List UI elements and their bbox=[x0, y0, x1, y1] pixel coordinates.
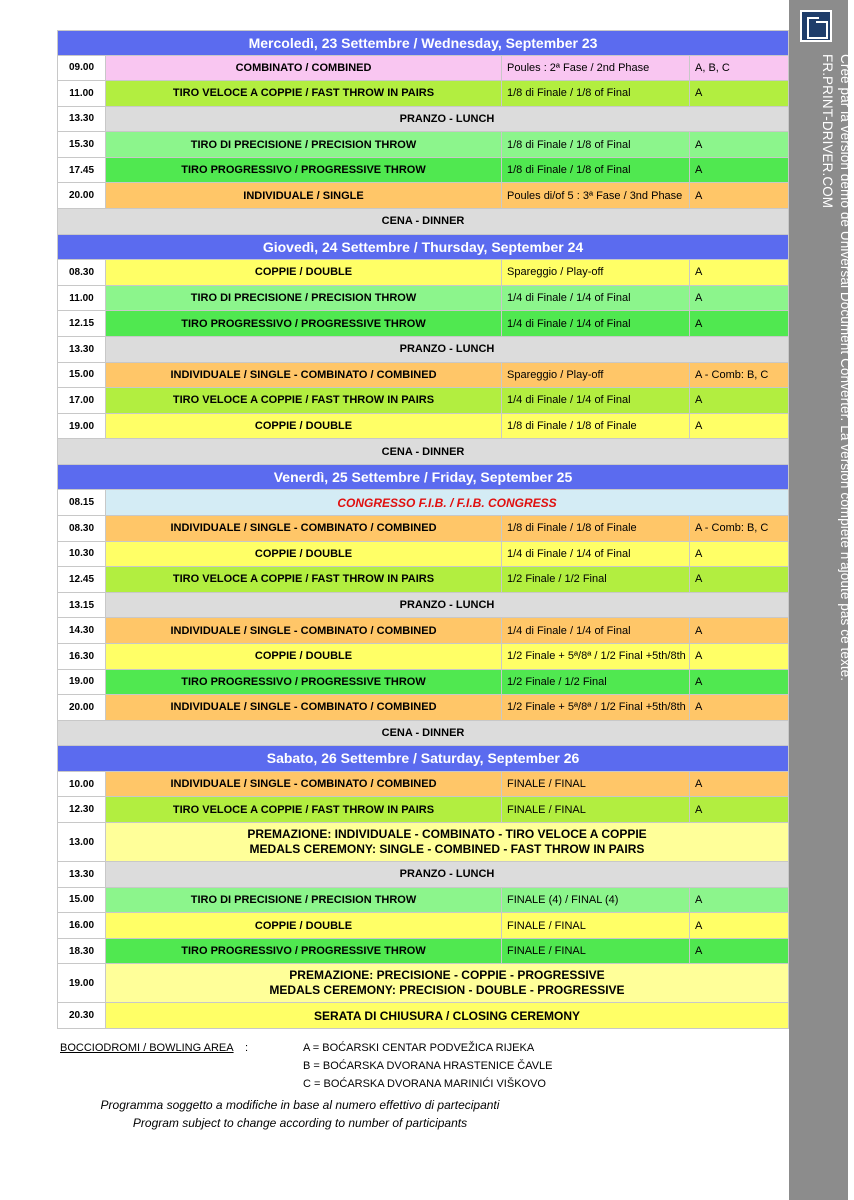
schedule-row-dinner bbox=[57, 209, 789, 235]
schedule-row-lunch bbox=[57, 862, 789, 888]
schedule-row-event bbox=[57, 913, 789, 939]
phase-cell: 1/2 Finale + 5ª/8ª / 1/2 Final +5th/8th bbox=[502, 695, 690, 720]
day-title: Giovedì, 24 Settembre / Thursday, September 24 bbox=[262, 238, 584, 255]
schedule-row-congress bbox=[57, 490, 789, 516]
event-cell: INDIVIDUALE / SINGLE - COMBINATO / COMBINED bbox=[106, 516, 502, 541]
area-cell: A, B, C bbox=[690, 56, 788, 81]
time-cell: 08.30 bbox=[58, 260, 106, 285]
lunch-label: PRANZO - LUNCH bbox=[106, 337, 788, 362]
day-header bbox=[57, 235, 789, 261]
area-cell: A - Comb: B, C bbox=[690, 516, 788, 541]
time-cell: 13.30 bbox=[58, 107, 106, 132]
phase-cell: 1/8 di Finale / 1/8 of Final bbox=[502, 158, 690, 183]
event-cell: COPPIE / DOUBLE bbox=[106, 644, 502, 669]
time-cell: 15.00 bbox=[58, 888, 106, 913]
note-english: Program subject to change according to number of participants bbox=[132, 1116, 468, 1130]
time-cell: 09.00 bbox=[58, 56, 106, 81]
time-cell: 12.15 bbox=[58, 311, 106, 336]
time-cell: 11.00 bbox=[58, 286, 106, 311]
area-cell: A bbox=[690, 81, 788, 106]
day-title: Mercoledì, 23 Settembre / Wednesday, September 23 bbox=[248, 35, 598, 51]
phase-cell: 1/4 di Finale / 1/4 of Final bbox=[502, 618, 690, 643]
phase-cell: 1/8 di Finale / 1/8 of Finale bbox=[502, 516, 690, 541]
phase-cell: 1/2 Finale / 1/2 Final bbox=[502, 567, 690, 592]
legend-item-a: A = BOĆARSKI CENTAR PODVEŽICA RIJEKA bbox=[303, 1042, 535, 1054]
event-cell: TIRO VELOCE A COPPIE / FAST THROW IN PAIRS bbox=[106, 388, 502, 413]
phase-cell: FINALE / FINAL bbox=[502, 913, 690, 938]
time-cell: 13.00 bbox=[58, 823, 106, 861]
time-cell: 17.45 bbox=[58, 158, 106, 183]
schedule-row-dinner bbox=[57, 721, 789, 747]
event-cell: TIRO PROGRESSIVO / PROGRESSIVE THROW bbox=[106, 939, 502, 964]
area-cell: A bbox=[690, 286, 788, 311]
event-cell: COMBINATO / COMBINED bbox=[106, 56, 502, 81]
legend-item-c: C = BOĆARSKA DVORANA MARINIĆI VIŠKOVO bbox=[303, 1078, 546, 1090]
legend-item-b: B = BOĆARSKA DVORANA HRASTENICE ČAVLE bbox=[303, 1060, 553, 1072]
time-cell: 16.30 bbox=[58, 644, 106, 669]
event-cell: COPPIE / DOUBLE bbox=[106, 913, 502, 938]
area-cell: A bbox=[690, 913, 788, 938]
phase-cell: 1/4 di Finale / 1/4 of Final bbox=[502, 542, 690, 567]
event-cell: INDIVIDUALE / SINGLE - COMBINATO / COMBINED bbox=[106, 363, 502, 388]
schedule-row-event bbox=[57, 158, 789, 184]
schedule-row-event bbox=[57, 542, 789, 568]
time-cell: 19.00 bbox=[58, 964, 106, 1002]
time-cell: 13.30 bbox=[58, 337, 106, 362]
closing-label: SERATA DI CHIUSURA / CLOSING CEREMONY bbox=[106, 1003, 788, 1028]
converter-logo-icon bbox=[800, 10, 832, 42]
schedule-row-event bbox=[57, 618, 789, 644]
event-cell: TIRO VELOCE A COPPIE / FAST THROW IN PAIRS bbox=[106, 567, 502, 592]
event-cell: TIRO PROGRESSIVO / PROGRESSIVE THROW bbox=[106, 311, 502, 336]
area-cell: A bbox=[690, 183, 788, 208]
time-cell: 14.30 bbox=[58, 618, 106, 643]
time-cell: 16.00 bbox=[58, 913, 106, 938]
time-cell: 19.00 bbox=[58, 670, 106, 695]
schedule-row-lunch bbox=[57, 107, 789, 133]
schedule-row-event bbox=[57, 81, 789, 107]
time-cell: 12.30 bbox=[58, 797, 106, 822]
time-cell: 19.00 bbox=[58, 414, 106, 439]
lunch-label: PRANZO - LUNCH bbox=[106, 593, 788, 618]
event-cell: TIRO DI PRECISIONE / PRECISION THROW bbox=[106, 132, 502, 157]
area-cell: A bbox=[690, 567, 788, 592]
phase-cell: Poules di/of 5 : 3ª Fase / 3nd Phase bbox=[502, 183, 690, 208]
watermark-line-1: Créé par la version démo de Universal Document Converter. La version complète n'ajoute pas ce texte. bbox=[838, 54, 853, 682]
day-header bbox=[57, 746, 789, 772]
dinner-label: CENA - DINNER bbox=[58, 209, 788, 234]
area-cell: A bbox=[690, 618, 788, 643]
event-cell: INDIVIDUALE / SINGLE - COMBINATO / COMBINED bbox=[106, 618, 502, 643]
schedule-row-event bbox=[57, 644, 789, 670]
event-cell: TIRO DI PRECISIONE / PRECISION THROW bbox=[106, 888, 502, 913]
phase-cell: Spareggio / Play-off bbox=[502, 260, 690, 285]
schedule-row-event bbox=[57, 414, 789, 440]
schedule-row-event bbox=[57, 260, 789, 286]
lunch-label: PRANZO - LUNCH bbox=[106, 107, 788, 132]
ceremony-line-2: MEDALS CEREMONY: SINGLE - COMBINED - FAST THROW IN PAIRS bbox=[249, 842, 645, 857]
day-header bbox=[57, 465, 789, 491]
schedule-table bbox=[57, 30, 789, 1029]
congress-label: CONGRESSO F.I.B. / F.I.B. CONGRESS bbox=[337, 495, 557, 510]
ceremony-line-2: MEDALS CEREMONY: PRECISION - DOUBLE - PROGRESSIVE bbox=[269, 983, 625, 998]
ceremony-line-1: PREMAZIONE: PRECISIONE - COPPIE - PROGRESSIVE bbox=[289, 968, 605, 983]
area-cell: A bbox=[690, 311, 788, 336]
schedule-row-event bbox=[57, 183, 789, 209]
time-cell: 20.30 bbox=[58, 1003, 106, 1028]
schedule-row-event bbox=[57, 772, 789, 798]
area-cell: A bbox=[690, 695, 788, 720]
event-cell: TIRO PROGRESSIVO / PROGRESSIVE THROW bbox=[106, 670, 502, 695]
ceremony-cell bbox=[106, 823, 788, 861]
schedule-row-lunch bbox=[57, 337, 789, 363]
day-header bbox=[57, 30, 789, 56]
time-cell: 13.15 bbox=[58, 593, 106, 618]
phase-cell: FINALE / FINAL bbox=[502, 939, 690, 964]
phase-cell: FINALE (4) / FINAL (4) bbox=[502, 888, 690, 913]
area-cell: A - Comb: B, C bbox=[690, 363, 788, 388]
phase-cell: 1/4 di Finale / 1/4 of Final bbox=[502, 388, 690, 413]
event-cell: INDIVIDUALE / SINGLE - COMBINATO / COMBINED bbox=[106, 695, 502, 720]
time-cell: 11.00 bbox=[58, 81, 106, 106]
time-cell: 13.30 bbox=[58, 862, 106, 887]
time-cell: 20.00 bbox=[58, 695, 106, 720]
area-cell: A bbox=[690, 260, 788, 285]
event-cell: TIRO VELOCE A COPPIE / FAST THROW IN PAIRS bbox=[106, 81, 502, 106]
phase-cell: 1/2 Finale + 5ª/8ª / 1/2 Final +5th/8th bbox=[502, 644, 690, 669]
program-notes bbox=[60, 1096, 540, 1132]
time-cell: 10.30 bbox=[58, 542, 106, 567]
schedule-row-event bbox=[57, 388, 789, 414]
time-cell: 08.15 bbox=[58, 490, 106, 515]
phase-cell: FINALE / FINAL bbox=[502, 772, 690, 797]
event-cell: COPPIE / DOUBLE bbox=[106, 260, 502, 285]
schedule-row-event bbox=[57, 56, 789, 82]
schedule-row-event bbox=[57, 670, 789, 696]
schedule-row-event bbox=[57, 939, 789, 965]
watermark-line-2: FR.PRINT-DRIVER.COM bbox=[820, 54, 835, 209]
phase-cell: Spareggio / Play-off bbox=[502, 363, 690, 388]
time-cell: 17.00 bbox=[58, 388, 106, 413]
area-cell: A bbox=[690, 644, 788, 669]
event-cell: TIRO PROGRESSIVO / PROGRESSIVE THROW bbox=[106, 158, 502, 183]
phase-cell: 1/4 di Finale / 1/4 of Final bbox=[502, 311, 690, 336]
area-cell: A bbox=[690, 414, 788, 439]
note-italian: Programma soggetto a modifiche in base al numero effettivo di partecipanti bbox=[100, 1098, 500, 1112]
time-cell: 12.45 bbox=[58, 567, 106, 592]
time-cell: 15.30 bbox=[58, 132, 106, 157]
legend-label: BOCCIODROMI / BOWLING AREA bbox=[60, 1042, 234, 1054]
event-cell: TIRO DI PRECISIONE / PRECISION THROW bbox=[106, 286, 502, 311]
area-cell: A bbox=[690, 772, 788, 797]
schedule-row-event bbox=[57, 516, 789, 542]
phase-cell: 1/8 di Finale / 1/8 of Final bbox=[502, 132, 690, 157]
ceremony-cell bbox=[106, 964, 788, 1002]
schedule-row-event bbox=[57, 363, 789, 389]
area-cell: A bbox=[690, 670, 788, 695]
dinner-label: CENA - DINNER bbox=[58, 439, 788, 464]
time-cell: 20.00 bbox=[58, 183, 106, 208]
event-cell: TIRO VELOCE A COPPIE / FAST THROW IN PAIRS bbox=[106, 797, 502, 822]
lunch-label: PRANZO - LUNCH bbox=[106, 862, 788, 887]
event-cell: COPPIE / DOUBLE bbox=[106, 542, 502, 567]
phase-cell: 1/8 di Finale / 1/8 of Finale bbox=[502, 414, 690, 439]
schedule-row-event bbox=[57, 311, 789, 337]
ceremony-line-1: PREMAZIONE: INDIVIDUALE - COMBINATO - TIRO VELOCE A COPPIE bbox=[247, 827, 647, 842]
day-title: Sabato, 26 Settembre / Saturday, September 26 bbox=[266, 750, 580, 767]
phase-cell: 1/2 Finale / 1/2 Final bbox=[502, 670, 690, 695]
area-cell: A bbox=[690, 132, 788, 157]
schedule-row-event bbox=[57, 567, 789, 593]
event-cell: INDIVIDUALE / SINGLE bbox=[106, 183, 502, 208]
time-cell: 15.00 bbox=[58, 363, 106, 388]
day-title: Venerdì, 25 Settembre / Friday, September 25 bbox=[273, 468, 573, 485]
schedule-row-event bbox=[57, 132, 789, 158]
event-cell: INDIVIDUALE / SINGLE - COMBINATO / COMBINED bbox=[106, 772, 502, 797]
time-cell: 18.30 bbox=[58, 939, 106, 964]
schedule-row-event bbox=[57, 797, 789, 823]
schedule-row-ceremony bbox=[57, 823, 789, 862]
schedule-row-event bbox=[57, 695, 789, 721]
schedule-row-closing bbox=[57, 1003, 789, 1029]
area-cell: A bbox=[690, 888, 788, 913]
schedule-row-event bbox=[57, 286, 789, 312]
phase-cell: 1/8 di Finale / 1/8 of Final bbox=[502, 81, 690, 106]
area-cell: A bbox=[690, 542, 788, 567]
phase-cell: Poules : 2ª Fase / 2nd Phase bbox=[502, 56, 690, 81]
area-cell: A bbox=[690, 797, 788, 822]
schedule-row-lunch bbox=[57, 593, 789, 619]
phase-cell: FINALE / FINAL bbox=[502, 797, 690, 822]
dinner-label: CENA - DINNER bbox=[58, 721, 788, 746]
time-cell: 08.30 bbox=[58, 516, 106, 541]
legend-colon: : bbox=[245, 1042, 249, 1054]
schedule-row-dinner bbox=[57, 439, 789, 465]
area-cell: A bbox=[690, 388, 788, 413]
event-cell: COPPIE / DOUBLE bbox=[106, 414, 502, 439]
phase-cell: 1/4 di Finale / 1/4 of Final bbox=[502, 286, 690, 311]
watermark-text bbox=[818, 54, 854, 681]
congress-cell bbox=[106, 490, 788, 515]
time-cell: 10.00 bbox=[58, 772, 106, 797]
area-cell: A bbox=[690, 939, 788, 964]
area-cell: A bbox=[690, 158, 788, 183]
schedule-row-ceremony bbox=[57, 964, 789, 1003]
schedule-row-event bbox=[57, 888, 789, 914]
